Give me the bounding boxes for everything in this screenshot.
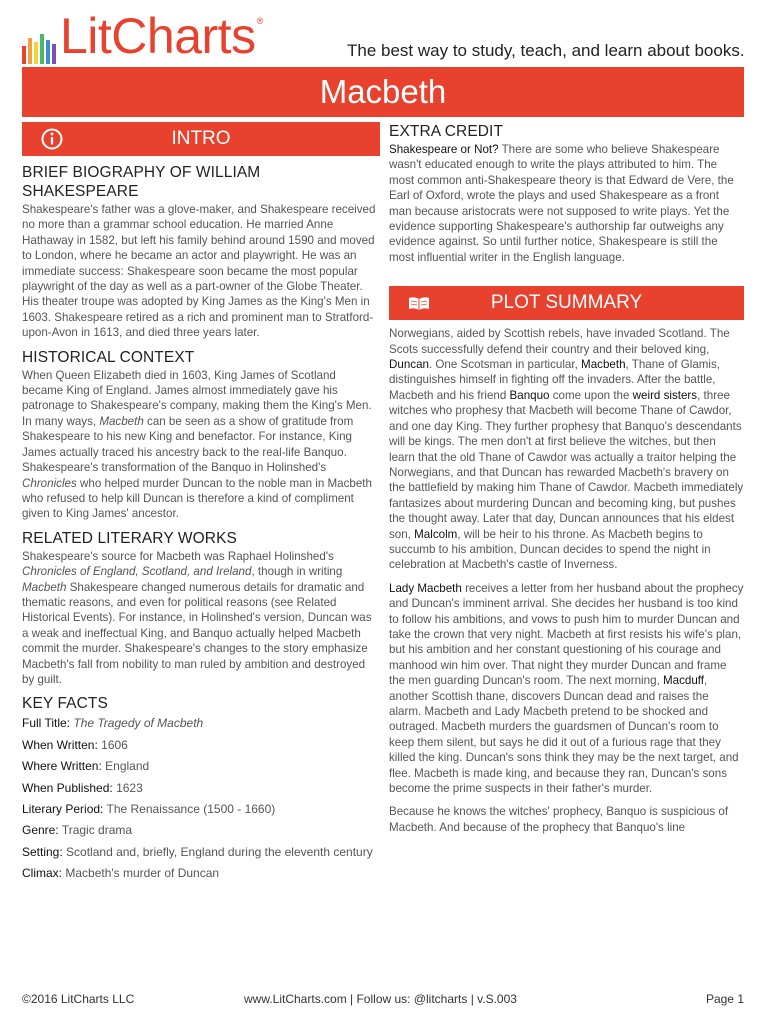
plot-summary-section-bar: [389, 286, 744, 320]
page-footer: [22, 992, 744, 1008]
bio-heading: BRIEF BIOGRAPHY OF WILLIAM SHAKESPEARE: [22, 164, 261, 200]
plot-paragraph-2: Lady Macbeth receives a letter from her husband about the prophecy and Duncan's imminent arrival. She decides her husband is too kind to follow his ambitions, and vows to push him to murder Duncan and take the crown that very night. Macbeth at first resists his wife's plan, but his ambition and her constant questioning of his courage and manhood win him over. That night they murder Duncan and frame the men guarding Duncan's room. The next morning, Macduff, another Scottish thane, discovers Duncan dead and raises the alarm. Macbeth and Lady Macbeth pretend to be shocked and outraged. Macbeth murders the guardsmen of Duncan's room to keep them silent, but says he did it out of a furious rage that they killed the king. Duncan's sons think they may be the next target, and flee. Macbeth is made king, and because they ran, Duncan's sons become the prime suspects in their father's murder.: [389, 581, 744, 796]
page-title: Macbeth: [319, 73, 447, 110]
historical-heading: HISTORICAL CONTEXT: [22, 348, 195, 366]
extra-credit-text: Shakespeare or Not? There are some who believe Shakespeare wasn't educated enough to write the plays attributed to him. The most common anti-Shakespeare theory is that Edward de Vere, the Earl of Oxford, wrote the plays and used Shakespeare as a front man because aristocrats were not supposed to write plays. Yet the evidence supporting Shakespeare's authorship far outweighs any evidence against. So until further notice, Shakespeare is still the most influential writer in the English language.: [389, 143, 734, 264]
key-fact: Genre: Tragic drama: [22, 823, 133, 838]
key-fact: Setting: Scotland and, briefly, England during the eleventh century: [22, 844, 373, 859]
key-facts-heading: KEY FACTS: [22, 695, 108, 713]
related-heading: RELATED LITERARY WORKS: [22, 529, 237, 547]
intro-label: INTRO: [171, 128, 231, 149]
historical-text: When Queen Elizabeth died in 1603, King James of Scotland became King of England. James almost immediately gave his patronage to Shakespeare's company, making them the King's Men. In many ways, Macbeth can be seen as a show of gratitude from Shakespeare to his new King and benefactor. For instance, King James actually traced his ancestry back to the real-life Banquo. Shakespeare's transformation of the Banquo in Holinshed's Chronicles who helped murder Duncan to the noble man in Macbeth who refused to help kill Duncan is therefore a kind of compliment given to King James' ancestor.: [22, 368, 372, 521]
key-fact: When Written: 1606: [22, 737, 128, 752]
bio-text: Shakespeare's father was a glove-maker, and Shakespeare received no more than a grammar school education. He married Anne Hathaway in 1582, but left his family behind around 1590 and moved to London, where he became an actor and playwright. He was an immediate success: Shakespeare soon became the most popular playwright of the day as well as a part-owner of the Globe Theater. His theater troupe was adopted by King James as the King's Men in 1603. Shakespeare retired as a rich and prominent man to Stratford-upon-Avon in 1613, and died three years later.: [22, 203, 376, 340]
key-fact: Where Written: England: [22, 759, 150, 774]
related-text: Shakespeare's source for Macbeth was Raphael Holinshed's Chronicles of England, Scotland, and Ireland, though in writing Macbeth Shakespeare changed numerous details for dramatic and thematic reasons, and even for political reasons (see Related Historical Events). For instance, in Holinshed's version, Duncan was a weak and ineffectual King, and Banquo actually helped Macbeth commit the murder. Shakespeare's changes to the story emphasize Macbeth's fall from nobility to man ruled by ambition and destroyed by guilt.: [22, 549, 372, 686]
intro-section-bar: [22, 122, 380, 156]
page-number: Page 1: [705, 992, 744, 1006]
plot-summary-label: PLOT SUMMARY: [490, 292, 643, 314]
right-column: [389, 122, 744, 835]
logo-text: LitCharts: [60, 8, 256, 64]
copyright: ©2016 LitCharts LLC: [22, 992, 135, 1006]
info-icon: [40, 127, 64, 151]
extra-credit-heading: EXTRA CREDIT: [389, 123, 504, 140]
registered-mark: ®: [256, 16, 264, 26]
title-bar: [22, 67, 744, 117]
page-header: [0, 0, 768, 66]
logo-bars-icon: [22, 12, 56, 64]
plot-paragraph-3: Because he knows the witches' prophecy, Banquo is suspicious of Macbeth. And because of the prophecy that Banquo's line: [389, 805, 729, 834]
open-book-icon: [407, 291, 431, 315]
footer-links[interactable]: www.LitCharts.com | Follow us: @litcharts | v.S.003: [244, 992, 517, 1006]
litcharts-logo[interactable]: [22, 8, 263, 64]
tagline: The best way to study, teach, and learn about books.: [347, 41, 745, 60]
key-fact: When Published: 1623: [22, 780, 143, 795]
left-column: [22, 122, 380, 882]
key-fact: Climax: Macbeth's murder of Duncan: [22, 866, 220, 881]
plot-paragraph-1: Norwegians, aided by Scottish rebels, have invaded Scotland. The Scots successfully defend their country and their beloved king, Duncan. One Scotsman in particular, Macbeth, Thane of Glamis, distinguishes himself in fighting off the invaders. After the battle, Macbeth and his friend Banquo come upon the weird sisters, three witches who prophesy that Macbeth will become Thane of Cawdor, and one day King. They further prophesy that Banquo's descendants will be kings. The men don't at first believe the witches, but then learn that the old Thane of Cawdor was actually a traitor helping the Norwegians, and that Duncan has rewarded Macbeth's bravery on the battlefield by making him Thane of Cawdor. Macbeth immediately fantasizes about murdering Duncan and becoming king, but pushes the thought away. Later that day, Duncan announces that his eldest son, Malcolm, will be heir to his throne. As Macbeth begins to succumb to his ambition, Duncan decides to spend the night in celebration at Macbeth's castle of Inverness.: [389, 327, 744, 572]
key-fact-full-title: Full Title: The Tragedy of Macbeth: [22, 716, 204, 731]
key-fact: Literary Period: The Renaissance (1500 - 1660): [22, 802, 276, 816]
